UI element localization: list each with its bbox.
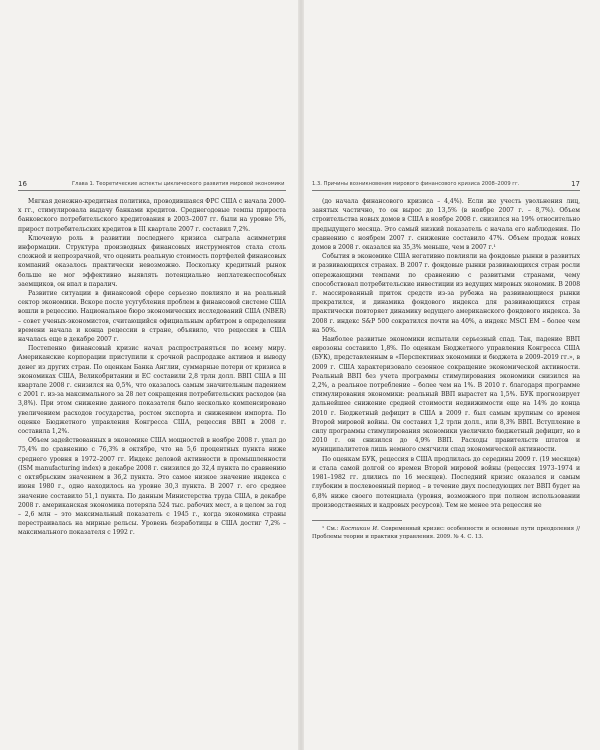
footnote-text: Современный кризис: особенности и основные пути преодоления // Проблемы теории и практики управления. 2009. № 4. С. 13. [312,525,581,540]
right-page-body [312,197,580,541]
right-page-number: 17 [571,180,580,188]
footnote-author: Костикин И. [340,525,379,532]
left-page [18,176,286,538]
paragraph: (до начала финансового кризиса – 4,4%). Если же учесть увольнения лиц, занятых частично, то он вырос до 13,5% (в ноябре 2007 г. – 8,7%). Объем строительства новых домов в США в ноябре 2008 г. снизился на 19% относительно предыдущего месяца. Это самый низкий показатель с начала его наблюдения. По сравнению с ноябрем 2007 г. снижение составило 47%. Объем продаж новых домов в 2008 г. оказался на 35,3% меньше, чем в 2007 г.¹ [312,198,580,252]
book-spine [298,0,304,750]
right-running-title: 1.3. Причины возникновения мирового финансового кризиса 2008–2009 гг. [312,181,520,187]
left-page-number: 16 [18,180,27,188]
paragraph: Объем задействованных в экономике США мощностей в ноябре 2008 г. упал до 75,4% по сравнению с 76,3% в октябре, что на 5,6 процентных пункта ниже среднего уровня в 1972–2007 гг. Индекс деловой активности в промышленности (ISM manufacturing index) в декабре 2008 г. снизился до 32,4 пункта по сравнению с октябрьским значением в 36,2 пункта. Это самое низкое значение индекса с июня 1980 г., одно находилось на уровне 30,3 пункта. В 2007 г. его среднее значение составило 51,1 пункта. По данным Министерства труда США, в декабре 2008 г. американская экономика потеряла 524 тыс. рабочих мест, а в целом за год – 2,6 млн – это максимальный показатель с 1945 г., когда экономика страны перестраивалась на мирные рельсы. Уровень безработицы в США достиг 7,2% – максимального показателя с 1992 г. [18,437,286,537]
paragraph: Ключевую роль в развитии последнего кризиса сыграла асимметрия информации. Структура производных финансовых инструментов стала столь сложной и непрозрачной, что оценить реальную стоимость портфелей финансовых компаний оказалось практически невозможно. Поскольку кредитный рынок больше не мог эффективно выявлять потенциально неплатежеспособных заемщиков, он впал в паралич. [18,234,286,288]
paragraph: События в экономике США негативно повлияли на фондовые рынки в развитых и развивающихся странах. В 2007 г. фондовые рынки развивающихся стран росли опережающими темпами по сравнению с развитыми странами, чему способствовал потребительские инвестиции из ведущих мировых экономик. В 2008 г. массированный приток средств из-за рубежа на развивающиеся рынки прекратился, и динамика фондового индекса для развивающихся стран практически повторяет динамику ведущего американского фондового индекса. За 2008 г. индекс S&P 500 сократился почти на 40%, а индекс MSCI EM – более чем на 50%. [312,253,581,334]
left-running-head [18,176,286,191]
paragraph: По оценкам БУК, рецессия в США продлилась до середины 2009 г. (19 месяцев) и стала самой долгой со времен Второй мировой войны (рецессия 1973–1974 и 1981–1982 гг. длились по 16 месяцев). Последний кризис оказался и самым глубоким в послевоенный период – в течение двух последующих лет ВВП будет на 6,8% ниже своего потенциала (уровня, возможного при полном использовании производственных и кадровых ресурсов). Тем не менее эта рецессия не [312,455,580,509]
paragraph: Постепенно финансовый кризис начал распространяться по всему миру. Американские корпорации приступили к срочной распродаже активов и выводу денег из других стран. По оценкам Банка Англии, суммарные потери от кризиса в экономиках США, Великобритании и ЕС составили 2,8 трлн долл. ВВП США в III квартале 2008 г. снизился на 0,5%, что оказалось самым значительным падением с 2001 г. из-за максимального за 28 лет сокращения потребительских расходов (на 3,8%). При этом снижение данного показателя было несколько компенсировано увеличением расходов государства, ростом экспорта и снижением импорта. По оценке Бюджетного управления Конгресса США, рецессия ВВП в 2008 г. составила 1,2%. [18,345,286,436]
footnote [312,525,580,541]
left-running-title: Глава 1. Теоретические аспекты циклического развития мировой экономики [72,181,285,187]
left-page-body [18,197,286,538]
paragraph: Мягкая денежно-кредитная политика, проводившаяся ФРС США с начала 2000-х гг., стимулировала выдачу банками кредитов. Среднегодовые темпы прироста банковского потребительского кредитования в 2003–2007 гг. были на уровне 5%, прирост потребительских кредитов в III квартале 2007 г. составил 7,2%. [18,198,286,233]
right-page [312,176,580,546]
paragraph: Наиболее развитые экономики испытали серьезный спад. Так, падение ВВП еврозоны составило 1,8%. По оценкам Бюджетного управления Конгресса США (БУК), представленным в «Перспективах экономики и бюджета в 2009–2019 гг.», в 2009 г. США характеризовало сезонное сокращение экономической активности. Реальный ВВП без учета программы стимулирования экономики снизился на 2,2%, а реальное потребление – более чем на 1%. В 2010 г. благодаря программе стимулирования экономики: реальный ВВП вырастет на 1,5%. БУК прогнозирует дальнейшее снижение средней стоимости недвижимости еще на 14% до конца 2010 г. Бюджетный дефицит в США в 2009 г. был самым крупным со времен Второй мировой войны. Он составил 1,2 трлн долл., или 8,3% ВВП. Вступление в силу программы стимулирования экономики увеличило бюджетный дефицит, но в 2010 г. он снизился до 4,9% ВВП. Расходы правительств штатов и муниципалитетов лишь немного смягчили спад экономической активности. [312,336,580,454]
footnote-rule [312,520,402,521]
footnote-marker: ¹ См.: [322,525,339,532]
paragraph: Развитие ситуации в финансовой сфере серьезно повлияло и на реальный сектор экономики. Вскоре после усугубления проблем в финансовой системе США вошли в рецессию. Национальное бюро экономических исследований США (NBER) – совет ученых-экономистов, считающийся официальным арбитром в определении времени начала и конца рецессии в стране, объявило, что рецессия в США началась еще в декабре 2007 г. [18,290,286,344]
right-running-head [312,176,580,191]
